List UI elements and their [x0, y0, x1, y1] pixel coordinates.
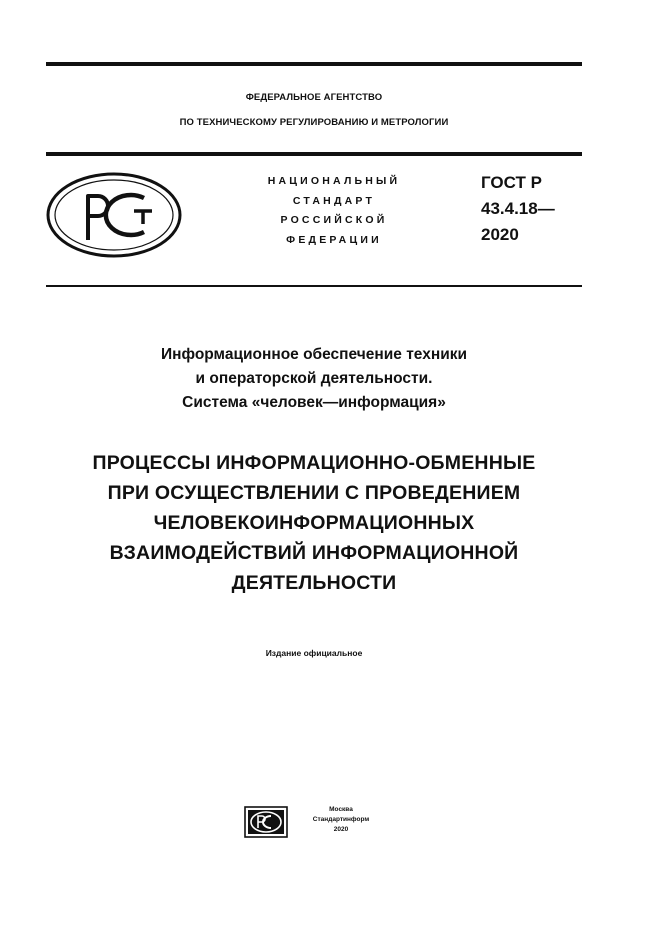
national-line-1: НАЦИОНАЛЬНЫЙ [267, 175, 401, 187]
designation-line-1: ГОСТ Р [481, 173, 542, 192]
publisher-city: Москва [329, 806, 353, 813]
agency-line-2: ПО ТЕХНИЧЕСКОМУ РЕГУЛИРОВАНИЮ И МЕТРОЛОГИИ [179, 117, 449, 128]
subtitle-line-2: и операторской деятельности. [195, 370, 433, 387]
national-line-2: СТАНДАРТ [292, 194, 376, 207]
standartinform-logo-icon [244, 806, 288, 838]
standard-designation [481, 170, 591, 248]
national-line-4: ФЕДЕРАЦИИ [286, 233, 382, 246]
header-rule [46, 152, 582, 156]
designation-line-3: 2020 [481, 225, 519, 244]
designation-line-2: 43.4.18— [481, 199, 555, 218]
agency-line-1: ФЕДЕРАЛЬНОЕ АГЕНТСТВО [245, 92, 383, 103]
title-line-1: ПРОЦЕССЫ ИНФОРМАЦИОННО-ОБМЕННЫЕ [92, 452, 536, 474]
document-title [30, 448, 598, 598]
title-line-2: ПРИ ОСУЩЕСТВЛЕНИИ С ПРОВЕДЕНИЕМ [107, 482, 521, 504]
subtitle-line-1: Информационное обеспечение техники [160, 346, 468, 363]
title-line-5: ДЕЯТЕЛЬНОСТИ [231, 572, 397, 594]
publisher-imprint [306, 805, 376, 835]
subtitle-line-3: Система «человек—информация» [182, 394, 446, 411]
header-bottom-rule [46, 285, 582, 287]
edition-label: Издание официальное [265, 648, 363, 658]
top-rule [46, 62, 582, 66]
publisher-year: 2020 [333, 826, 349, 833]
national-line-3: РОССИЙСКОЙ [280, 214, 388, 226]
national-standard-label [234, 172, 434, 250]
document-subtitle [46, 343, 582, 415]
publisher-name: Стандартинформ [312, 816, 370, 823]
title-line-4: ВЗАИМОДЕЙСТВИЙ ИНФОРМАЦИОННОЙ [109, 542, 519, 564]
title-line-3: ЧЕЛОВЕКОИНФОРМАЦИОННЫХ [153, 512, 475, 534]
rst-gost-emblem-icon [44, 170, 184, 260]
